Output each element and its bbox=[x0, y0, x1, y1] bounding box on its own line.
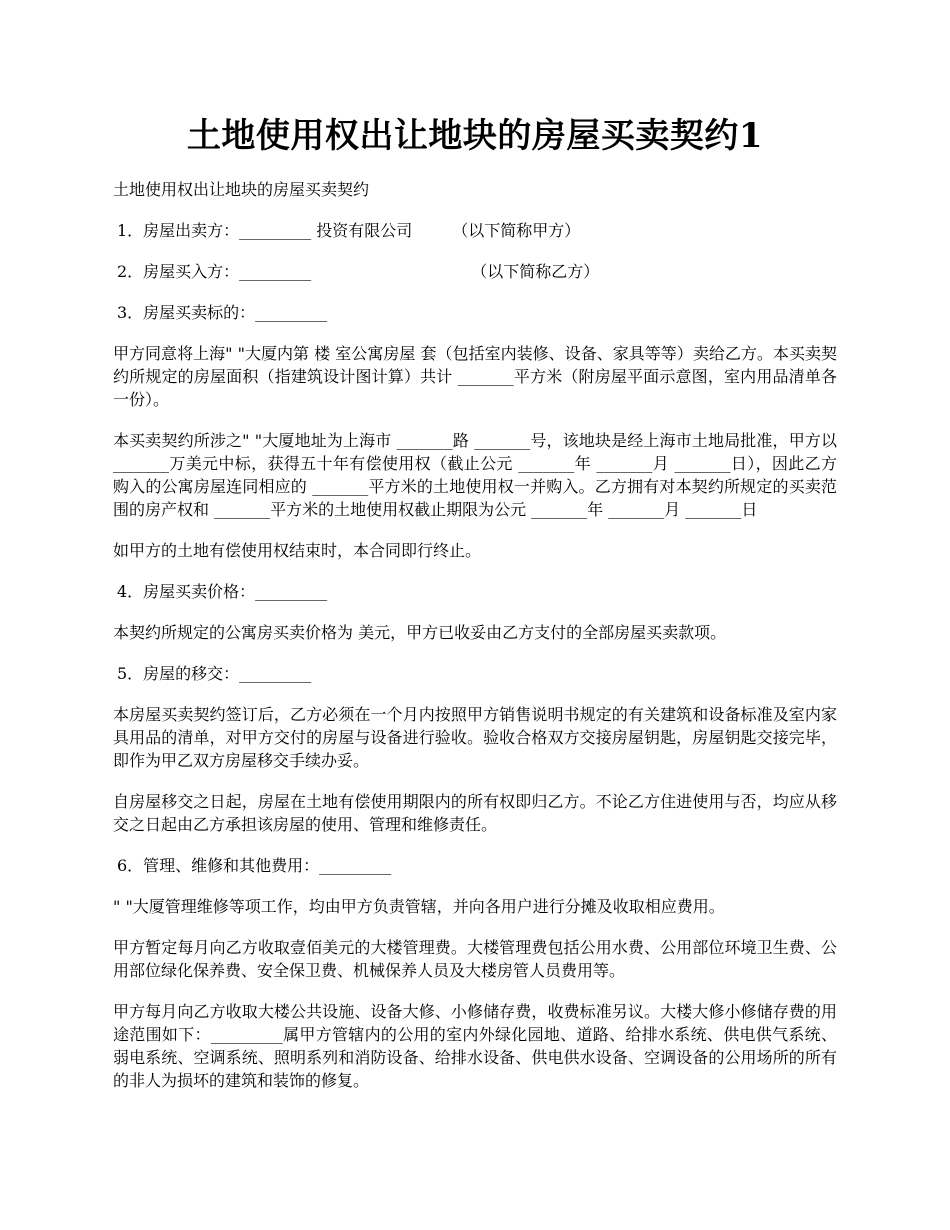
clause-1-note: （以下简称甲方） bbox=[452, 221, 581, 240]
paragraph-price: 本契约所规定的公寓房买卖价格为 美元，甲方已收妥由乙方支付的全部房屋买卖款项。 bbox=[113, 623, 727, 642]
document-title: 土地使用权出让地块的房屋买卖契约1 bbox=[186, 116, 764, 156]
document-body bbox=[113, 178, 837, 1110]
paragraph-management: " "大厦管理维修等项工作，均由甲方负责管辖，并向各用户进行分摊及收取相应费用。 bbox=[113, 897, 725, 916]
paragraph-ownership: 自房屋移交之日起，房屋在土地有偿使用期限内的所有权即归乙方。不论乙方住进使用与否，均应从移交之日起由乙方承担该房屋的使用、管理和维修责任。 bbox=[113, 792, 837, 834]
clause-5-handover: 5．房屋的移交：_________ bbox=[117, 664, 312, 683]
paragraph-land-rights: 本买卖契约所涉之" "大厦地址为上海市 _______路 _______号，该地块是经上海市土地局批准，甲方以 _______万美元中标，获得五十年有偿使用权（截止公元 _______年 _______月 _______日），因此乙方购入的公寓房屋连同相应的 _______平方米的土地使用权一并购入。乙方拥有对本契约所规定的买卖范围的房产权和 _______平方米的土地使用权截止期限为公元 _______年 _______月 _______日 bbox=[113, 431, 837, 519]
clause-2-label: 2．房屋买入方：_________ bbox=[117, 262, 312, 281]
clause-6-fees: 6．管理、维修和其他费用：_________ bbox=[117, 856, 392, 875]
paragraph-termination: 如甲方的土地有偿使用权结束时，本合同即行终止。 bbox=[113, 541, 482, 560]
clause-1-seller bbox=[113, 219, 837, 242]
paragraph-repair-fund: 甲方每月向乙方收取大楼公共设施、设备大修、小修储存费，收费标准另议。大楼大修小修储存费的用途范围如下：_________属甲方管辖内的公用的室内外绿化园地、道路、给排水系统、供电供气系统、弱电系统、空调系统、照明系列和消防设备、给排水设备、供电供水设备、空调设备的公用场所的所有的非人为损坏的建筑和装饰的修复。 bbox=[113, 1002, 837, 1090]
clause-3-subject: 3．房屋买卖标的：_________ bbox=[117, 303, 328, 322]
clause-2-note: （以下简称乙方） bbox=[471, 262, 600, 281]
clause-2-buyer bbox=[113, 260, 837, 283]
clause-4-price: 4．房屋买卖价格：_________ bbox=[117, 582, 328, 601]
document-subtitle: 土地使用权出让地块的房屋买卖契约 bbox=[113, 180, 370, 199]
paragraph-inspection: 本房屋买卖契约签订后，乙方必须在一个月内按照甲方销售说明书规定的有关建筑和设备标准及室内家具用品的清单，对甲方交付的房屋与设备进行验收。验收合格双方交接房屋钥匙，房屋钥匙交接完毕，即作为甲乙双方房屋移交手续办妥。 bbox=[113, 705, 837, 770]
clause-1-label: 1．房屋出卖方：_________ 投资有限公司 bbox=[117, 221, 413, 240]
paragraph-management-fee: 甲方暂定每月向乙方收取壹佰美元的大楼管理费。大楼管理费包括公用水费、公用部位环境卫生费、公用部位绿化保养费、安全保卫费、机械保养人员及大楼房管人员费用等。 bbox=[113, 938, 837, 980]
paragraph-house-description: 甲方同意将上海" "大厦内第 楼 室公寓房屋 套（包括室内装修、设备、家具等等）卖给乙方。本买卖契约所规定的房屋面积（指建筑设计图计算）共计 _______平方米（附房屋平面示意图，室内用品清单各一份）。 bbox=[113, 344, 837, 409]
